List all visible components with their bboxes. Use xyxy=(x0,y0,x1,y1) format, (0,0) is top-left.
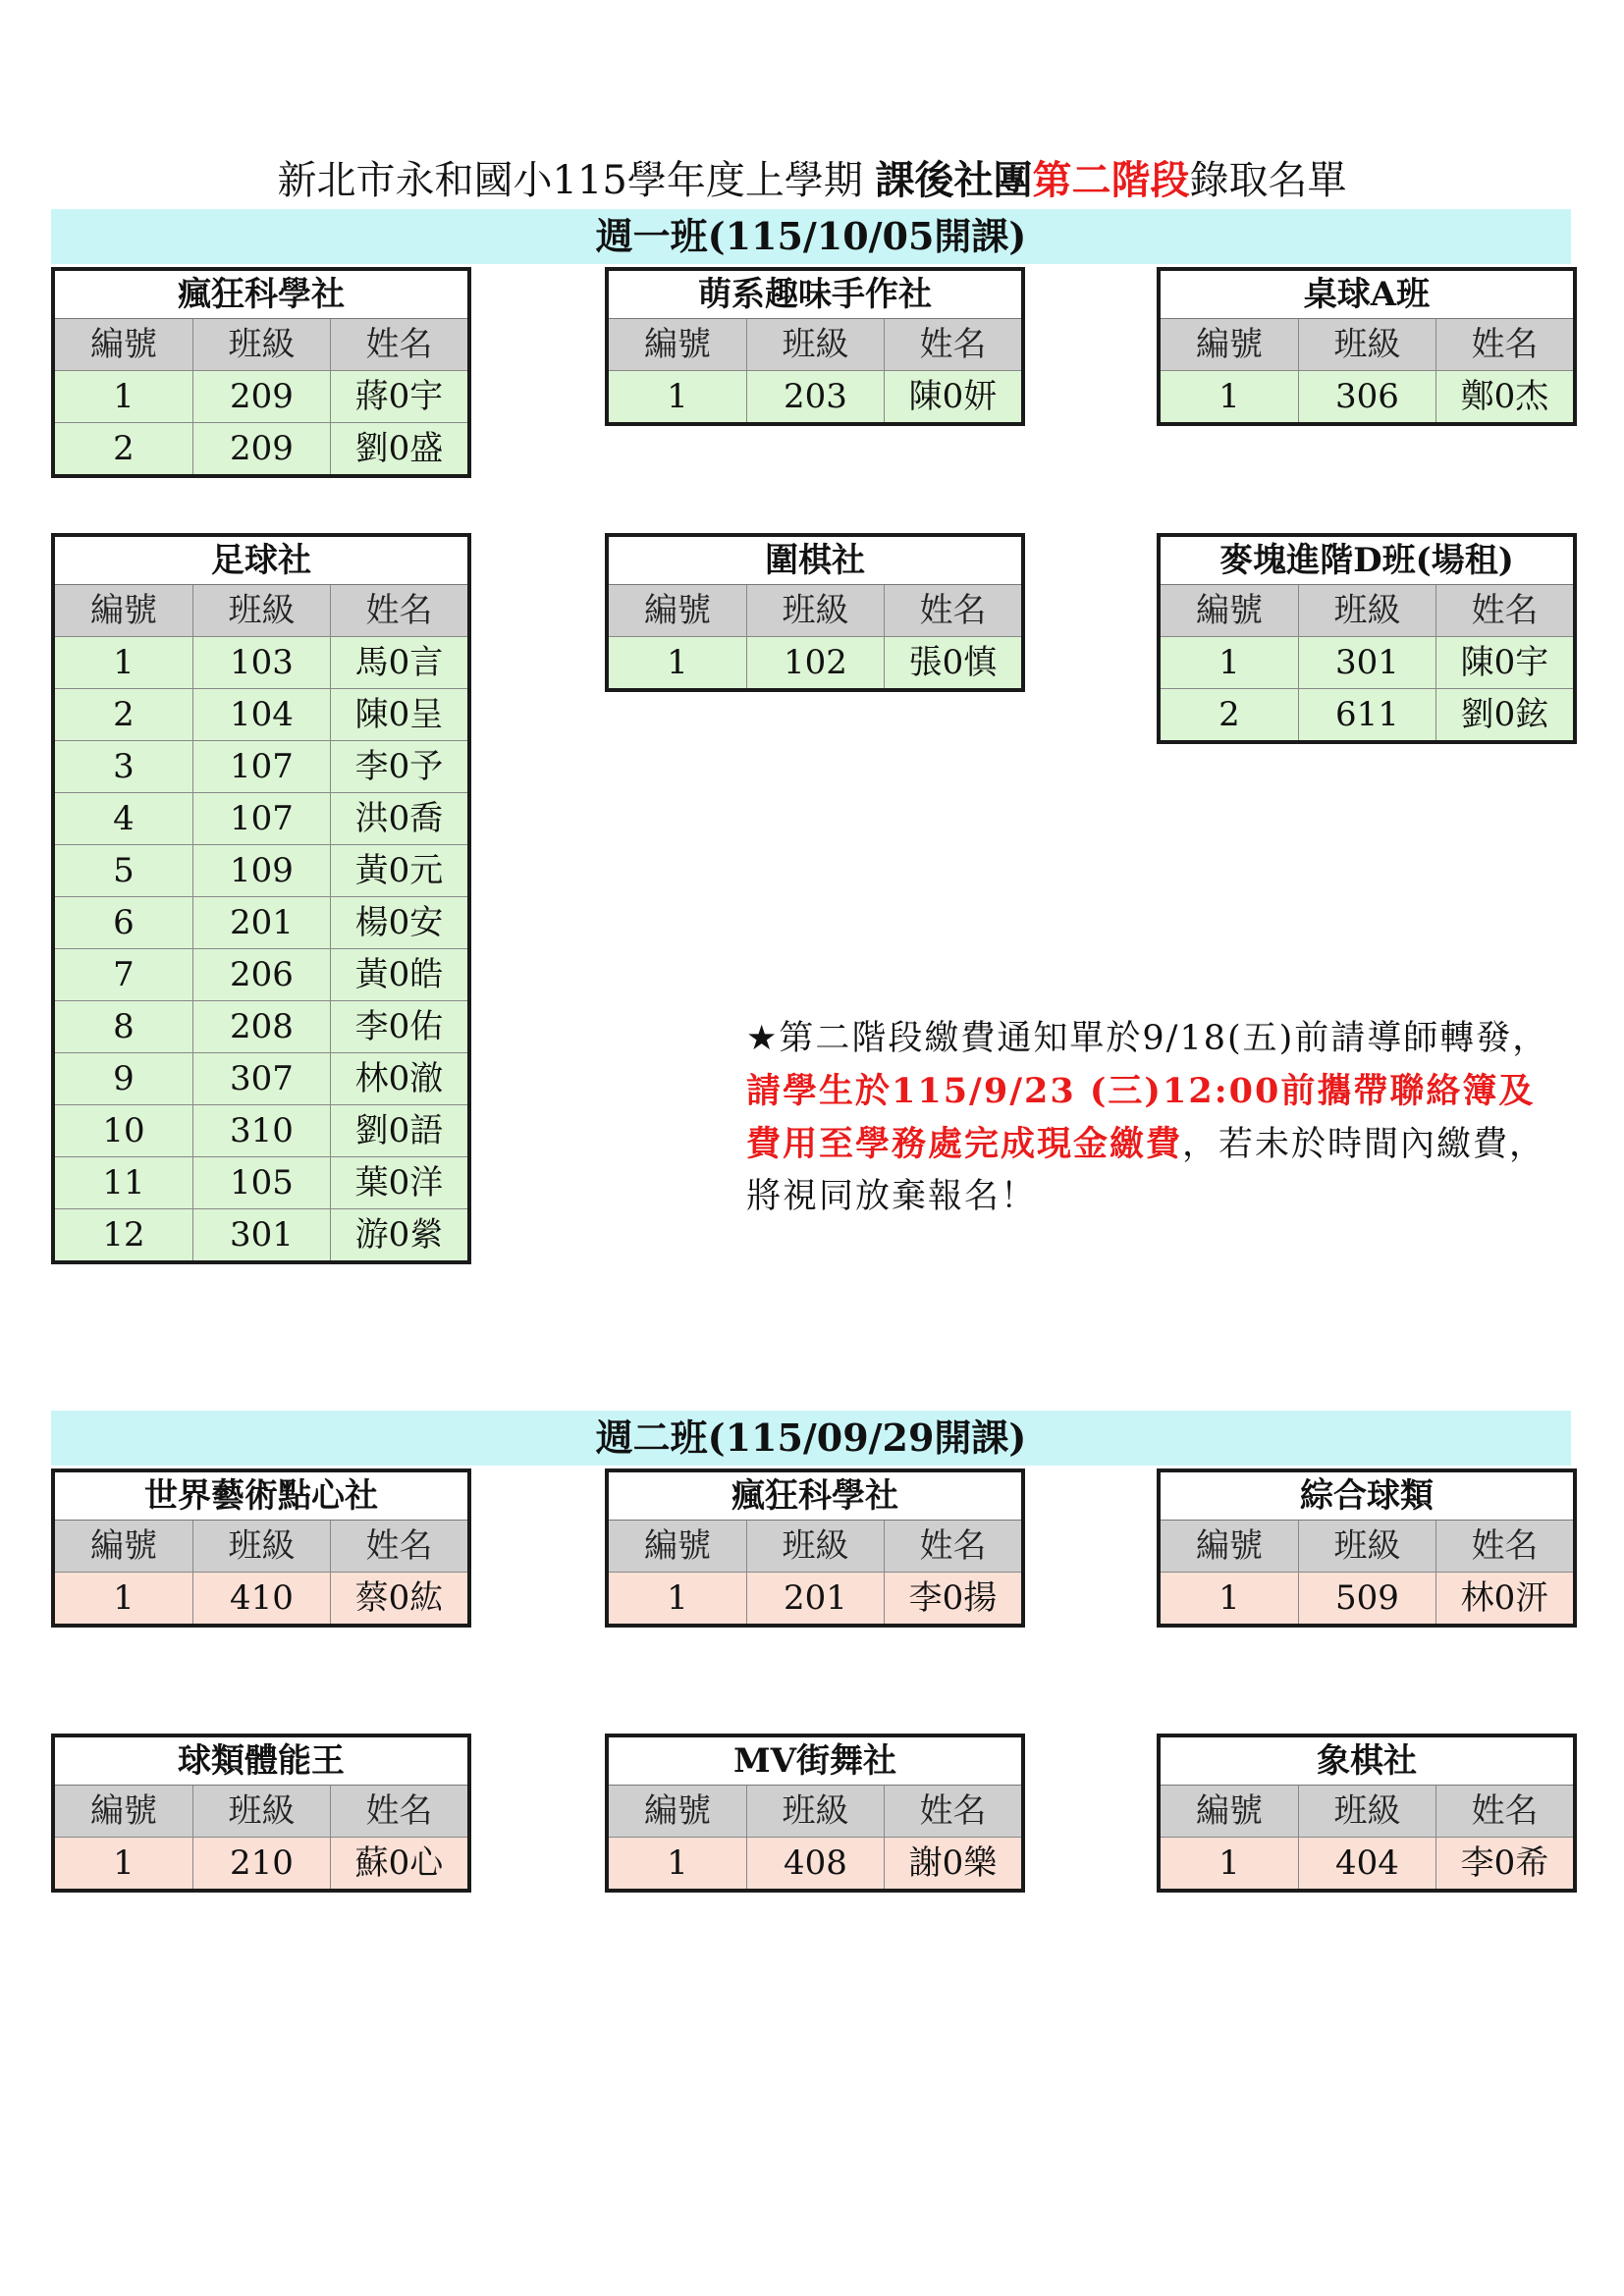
header-class: 班級 xyxy=(1298,319,1435,370)
cell-name: 張0慎 xyxy=(884,637,1021,688)
club-name: 足球社 xyxy=(55,537,467,585)
header-number: 編號 xyxy=(644,325,711,364)
table-header-row xyxy=(1161,1521,1573,1572)
cell-number: 2 xyxy=(113,695,135,734)
cell-name: 黃0元 xyxy=(330,845,467,896)
notice-deadline: 請學生於115/9/23 (三)12:00前攜帶聯絡簿及費用至學務處完成現金繳費 xyxy=(746,1071,1536,1164)
cell-number: 1 xyxy=(113,1843,135,1883)
header-class: 班級 xyxy=(192,1521,330,1572)
cell-number: 1 xyxy=(113,1578,135,1618)
cell-class: 104 xyxy=(192,689,330,740)
tuesday-club-table xyxy=(605,1734,1025,1893)
cell-class: 306 xyxy=(1298,371,1435,422)
cell-name: 謝0樂 xyxy=(884,1838,1021,1889)
cell-name: 洪0喬 xyxy=(330,793,467,844)
table-row xyxy=(609,370,1021,422)
cell-number: 4 xyxy=(113,799,135,838)
header-name: 姓名 xyxy=(1435,585,1573,636)
cell-name: 李0佑 xyxy=(330,1001,467,1052)
club-name: 象棋社 xyxy=(1161,1737,1573,1786)
cell-name: 馬0言 xyxy=(330,637,467,688)
club-name: 麥塊進階D班(場租) xyxy=(1161,537,1573,585)
table-header-row xyxy=(55,1521,467,1572)
cell-number: 12 xyxy=(102,1215,145,1255)
monday-club-table xyxy=(1157,533,1577,744)
notice-text-3: ，若未於時間內繳費，將視同放棄報名！ xyxy=(746,1125,1546,1216)
star-icon: ★ xyxy=(746,1019,780,1058)
cell-name: 葉0洋 xyxy=(330,1157,467,1208)
cell-name: 李0希 xyxy=(1435,1838,1573,1889)
header-class: 班級 xyxy=(192,319,330,370)
header-class: 班級 xyxy=(192,585,330,636)
header-class: 班級 xyxy=(746,1521,884,1572)
header-class: 班級 xyxy=(192,1786,330,1837)
cell-name: 林0汧 xyxy=(1435,1573,1573,1624)
cell-class: 109 xyxy=(192,845,330,896)
table-row xyxy=(55,636,467,688)
monday-club-table xyxy=(51,267,471,478)
header-number: 編號 xyxy=(90,1526,157,1566)
table-header-row xyxy=(1161,1786,1573,1837)
table-header-row xyxy=(55,319,467,370)
cell-name: 劉0盛 xyxy=(330,423,467,474)
cell-name: 劉0語 xyxy=(330,1105,467,1156)
table-row xyxy=(55,1208,467,1260)
cell-class: 310 xyxy=(192,1105,330,1156)
header-class: 班級 xyxy=(746,1786,884,1837)
cell-number: 2 xyxy=(113,429,135,468)
cell-number: 1 xyxy=(667,377,688,416)
cell-class: 611 xyxy=(1298,689,1435,740)
tuesday-club-table xyxy=(51,1468,471,1628)
cell-number: 2 xyxy=(1218,695,1240,734)
cell-name: 陳0妍 xyxy=(884,371,1021,422)
club-name: 瘋狂科學社 xyxy=(55,271,467,319)
club-name: 球類體能王 xyxy=(55,1737,467,1786)
cell-class: 103 xyxy=(192,637,330,688)
header-number: 編號 xyxy=(644,1526,711,1566)
header-name: 姓名 xyxy=(1435,1786,1573,1837)
header-number: 編號 xyxy=(644,591,711,630)
table-row xyxy=(55,792,467,844)
cell-name: 李0揚 xyxy=(884,1573,1021,1624)
table-row xyxy=(1161,1837,1573,1889)
cell-name: 陳0呈 xyxy=(330,689,467,740)
table-row xyxy=(1161,636,1573,688)
table-header-row xyxy=(609,1521,1021,1572)
monday-club-table xyxy=(605,267,1025,426)
cell-number: 9 xyxy=(113,1059,135,1098)
cell-name: 蘇0心 xyxy=(330,1838,467,1889)
table-header-row xyxy=(1161,319,1573,370)
cell-class: 203 xyxy=(746,371,884,422)
cell-class: 509 xyxy=(1298,1573,1435,1624)
cell-class: 408 xyxy=(746,1838,884,1889)
monday-club-table xyxy=(1157,267,1577,426)
monday-club-table xyxy=(51,533,471,1264)
table-row xyxy=(55,1104,467,1156)
table-row xyxy=(609,1572,1021,1624)
cell-name: 鄭0杰 xyxy=(1435,371,1573,422)
club-name: 桌球A班 xyxy=(1161,271,1573,319)
club-name: 世界藝術點心社 xyxy=(55,1472,467,1521)
header-number: 編號 xyxy=(90,325,157,364)
header-number: 編號 xyxy=(90,591,157,630)
cell-number: 1 xyxy=(667,643,688,682)
header-number: 編號 xyxy=(1196,1791,1263,1831)
cell-name: 楊0安 xyxy=(330,897,467,948)
header-name: 姓名 xyxy=(884,585,1021,636)
cell-number: 6 xyxy=(113,903,135,942)
cell-name: 蔡0紘 xyxy=(330,1573,467,1624)
cell-name: 游0縈 xyxy=(330,1209,467,1260)
table-row xyxy=(55,948,467,1000)
header-name: 姓名 xyxy=(884,319,1021,370)
cell-number: 10 xyxy=(102,1111,145,1150)
table-row xyxy=(1161,1572,1573,1624)
cell-class: 206 xyxy=(192,949,330,1000)
header-number: 編號 xyxy=(90,1791,157,1831)
cell-class: 209 xyxy=(192,423,330,474)
header-number: 編號 xyxy=(1196,325,1263,364)
header-name: 姓名 xyxy=(330,585,467,636)
notice-text-1: 第二階段繳費通知單於9/18(五)前請導師轉發， xyxy=(779,1019,1549,1058)
table-row xyxy=(55,422,467,474)
club-name: 綜合球類 xyxy=(1161,1472,1573,1521)
table-row xyxy=(55,1156,467,1208)
tuesday-club-table xyxy=(605,1468,1025,1628)
cell-number: 7 xyxy=(113,955,135,994)
table-row xyxy=(1161,370,1573,422)
header-number: 編號 xyxy=(644,1791,711,1831)
club-name: MV街舞社 xyxy=(609,1737,1021,1786)
cell-name: 劉0鉉 xyxy=(1435,689,1573,740)
club-name: 圍棋社 xyxy=(609,537,1021,585)
header-name: 姓名 xyxy=(330,319,467,370)
table-header-row xyxy=(1161,585,1573,636)
cell-class: 201 xyxy=(746,1573,884,1624)
cell-number: 1 xyxy=(1218,1843,1240,1883)
cell-number: 3 xyxy=(113,747,135,786)
cell-name: 蔣0宇 xyxy=(330,371,467,422)
table-header-row xyxy=(609,585,1021,636)
header-name: 姓名 xyxy=(330,1521,467,1572)
header-class: 班級 xyxy=(746,319,884,370)
table-header-row xyxy=(55,585,467,636)
table-row xyxy=(609,1837,1021,1889)
tuesday-section-header: 週二班(115/09/29開課) xyxy=(51,1411,1571,1466)
cell-class: 107 xyxy=(192,793,330,844)
cell-number: 5 xyxy=(113,851,135,890)
cell-class: 307 xyxy=(192,1053,330,1104)
table-header-row xyxy=(55,1786,467,1837)
monday-club-table xyxy=(605,533,1025,692)
cell-number: 1 xyxy=(667,1578,688,1618)
table-row xyxy=(609,636,1021,688)
header-name: 姓名 xyxy=(884,1786,1021,1837)
cell-class: 301 xyxy=(1298,637,1435,688)
cell-class: 201 xyxy=(192,897,330,948)
cell-class: 301 xyxy=(192,1209,330,1260)
cell-number: 8 xyxy=(113,1007,135,1046)
table-row xyxy=(55,1837,467,1889)
title-stage: 第二階段 xyxy=(1032,157,1190,203)
header-class: 班級 xyxy=(1298,1786,1435,1837)
monday-section-header: 週一班(115/10/05開課) xyxy=(51,209,1571,264)
cell-name: 黃0皓 xyxy=(330,949,467,1000)
page-title xyxy=(0,155,1624,206)
header-name: 姓名 xyxy=(1435,1521,1573,1572)
table-header-row xyxy=(609,1786,1021,1837)
title-program: 課後社團 xyxy=(875,157,1033,203)
cell-class: 107 xyxy=(192,741,330,792)
cell-number: 1 xyxy=(1218,377,1240,416)
cell-name: 林0澈 xyxy=(330,1053,467,1104)
cell-number: 1 xyxy=(113,377,135,416)
header-class: 班級 xyxy=(1298,585,1435,636)
header-name: 姓名 xyxy=(884,1521,1021,1572)
table-row xyxy=(55,688,467,740)
cell-class: 410 xyxy=(192,1573,330,1624)
cell-name: 陳0宇 xyxy=(1435,637,1573,688)
tuesday-club-table xyxy=(1157,1468,1577,1628)
tuesday-club-table xyxy=(51,1734,471,1893)
header-name: 姓名 xyxy=(1435,319,1573,370)
cell-number: 1 xyxy=(113,643,135,682)
cell-name: 李0予 xyxy=(330,741,467,792)
table-row xyxy=(55,844,467,896)
cell-class: 209 xyxy=(192,371,330,422)
title-school: 新北市永和國小115學年度上學期 xyxy=(277,158,876,203)
payment-notice xyxy=(746,1013,1551,1223)
tuesday-club-table xyxy=(1157,1734,1577,1893)
cell-class: 404 xyxy=(1298,1838,1435,1889)
club-name: 瘋狂科學社 xyxy=(609,1472,1021,1521)
cell-class: 102 xyxy=(746,637,884,688)
cell-number: 1 xyxy=(667,1843,688,1883)
cell-class: 208 xyxy=(192,1001,330,1052)
table-row xyxy=(55,1000,467,1052)
header-name: 姓名 xyxy=(330,1786,467,1837)
header-class: 班級 xyxy=(746,585,884,636)
cell-number: 11 xyxy=(102,1163,145,1202)
table-row xyxy=(55,740,467,792)
table-row xyxy=(55,1052,467,1104)
table-header-row xyxy=(609,319,1021,370)
title-list: 錄取名單 xyxy=(1189,158,1347,203)
cell-number: 1 xyxy=(1218,1578,1240,1618)
header-number: 編號 xyxy=(1196,1526,1263,1566)
club-name: 萌系趣味手作社 xyxy=(609,271,1021,319)
table-row xyxy=(55,1572,467,1624)
cell-number: 1 xyxy=(1218,643,1240,682)
table-row xyxy=(55,896,467,948)
cell-class: 210 xyxy=(192,1838,330,1889)
table-row xyxy=(55,370,467,422)
header-number: 編號 xyxy=(1196,591,1263,630)
table-row xyxy=(1161,688,1573,740)
cell-class: 105 xyxy=(192,1157,330,1208)
header-class: 班級 xyxy=(1298,1521,1435,1572)
